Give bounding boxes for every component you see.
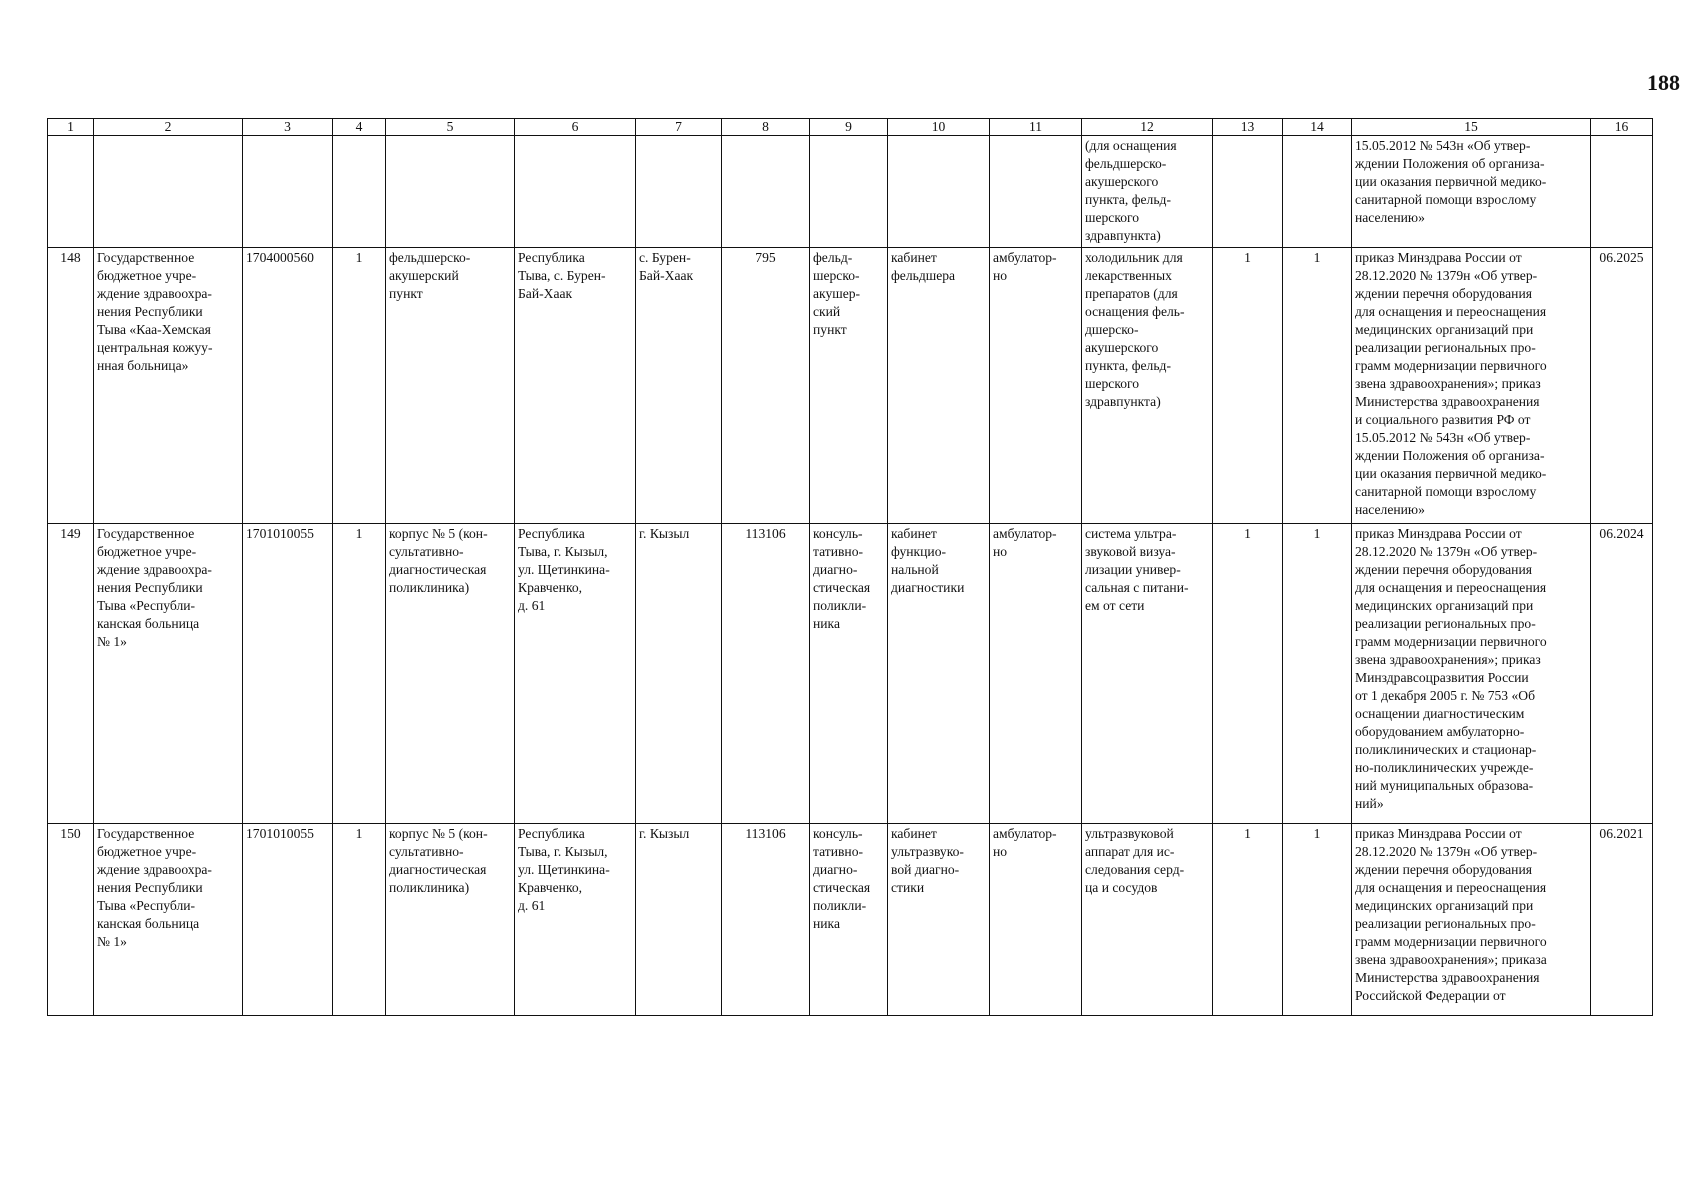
organization-name: Государственное бюджетное учре- ждение здравоохра- нения Республики Тыва «Каа-Хемская центральная кожуу- нная больница» bbox=[94, 248, 243, 524]
care-form: амбулатор- но bbox=[990, 824, 1082, 1016]
settlement bbox=[636, 136, 722, 248]
column-header: 7 bbox=[636, 119, 722, 136]
unit-type: консуль- тативно- диагно- стическая поликли- ника bbox=[810, 524, 888, 824]
legal-basis: 15.05.2012 № 543н «Об утвер- ждении Положения об организа- ции оказания первичной медико- санитарной помощи взрослому населению» bbox=[1352, 136, 1591, 248]
quantity-secondary: 1 bbox=[1283, 248, 1352, 524]
room: кабинет функцио- нальной диагностики bbox=[888, 524, 990, 824]
date: 06.2025 bbox=[1591, 248, 1653, 524]
quantity: 1 bbox=[1213, 524, 1283, 824]
column-header: 4 bbox=[333, 119, 386, 136]
address: Республика Тыва, с. Бурен- Бай-Хаак bbox=[515, 248, 636, 524]
column-header: 9 bbox=[810, 119, 888, 136]
room: кабинет фельдшера bbox=[888, 248, 990, 524]
row-number: 149 bbox=[48, 524, 94, 824]
column-number-row bbox=[48, 119, 1653, 136]
row-number: 150 bbox=[48, 824, 94, 1016]
care-form bbox=[990, 136, 1082, 248]
settlement: г. Кызыл bbox=[636, 824, 722, 1016]
unit-type bbox=[810, 136, 888, 248]
table-row bbox=[48, 136, 1653, 248]
column-header: 6 bbox=[515, 119, 636, 136]
address: Республика Тыва, г. Кызыл, ул. Щетинкина- Кравченко, д. 61 bbox=[515, 524, 636, 824]
address: Республика Тыва, г. Кызыл, ул. Щетинкина- Кравченко, д. 61 bbox=[515, 824, 636, 1016]
unit-type: фельд- шерско- акушер- ский пункт bbox=[810, 248, 888, 524]
date: 06.2024 bbox=[1591, 524, 1653, 824]
equipment-name: (для оснащения фельдшерско- акушерского пункта, фельд- шерского здравпункта) bbox=[1082, 136, 1213, 248]
population: 795 bbox=[722, 248, 810, 524]
date bbox=[1591, 136, 1653, 248]
column-header: 15 bbox=[1352, 119, 1591, 136]
organization-code bbox=[243, 136, 333, 248]
organization-name: Государственное бюджетное учре- ждение здравоохра- нения Республики Тыва «Республи- канская больница № 1» bbox=[94, 524, 243, 824]
table-row bbox=[48, 824, 1653, 1016]
date: 06.2021 bbox=[1591, 824, 1653, 1016]
organization-code: 1704000560 bbox=[243, 248, 333, 524]
building-name bbox=[386, 136, 515, 248]
room bbox=[888, 136, 990, 248]
table-row bbox=[48, 524, 1653, 824]
legal-basis: приказ Минздрава России от 28.12.2020 № 1379н «Об утвер- ждении перечня оборудования для оснащения и переоснащения медицинских организаций при реализации региональных про- грамм модернизации первичного звена здравоохранения»; приказ Минздравсоцразвития России от 1 декабря 2005 г. № 753 «Об оснащении диагностическим оборудованием амбулаторно- поликлинических и стационар- но-поликлинических учрежде- ний муниципальных образова- ний» bbox=[1352, 524, 1591, 824]
column-header: 11 bbox=[990, 119, 1082, 136]
quantity-secondary: 1 bbox=[1283, 824, 1352, 1016]
population: 113106 bbox=[722, 524, 810, 824]
care-form: амбулатор- но bbox=[990, 524, 1082, 824]
building-name: корпус № 5 (кон- сультативно- диагностическая поликлиника) bbox=[386, 524, 515, 824]
column-header: 3 bbox=[243, 119, 333, 136]
units-count: 1 bbox=[333, 248, 386, 524]
equipment-name: холодильник для лекарственных препаратов (для оснащения фель- дшерско- акушерского пункта, фельд- шерского здравпункта) bbox=[1082, 248, 1213, 524]
units-count: 1 bbox=[333, 524, 386, 824]
column-header: 14 bbox=[1283, 119, 1352, 136]
column-header: 5 bbox=[386, 119, 515, 136]
quantity bbox=[1213, 136, 1283, 248]
units-count: 1 bbox=[333, 824, 386, 1016]
care-form: амбулатор- но bbox=[990, 248, 1082, 524]
organization-name bbox=[94, 136, 243, 248]
organization-code: 1701010055 bbox=[243, 524, 333, 824]
column-header: 2 bbox=[94, 119, 243, 136]
organization-name: Государственное бюджетное учре- ждение здравоохра- нения Республики Тыва «Республи- канская больница № 1» bbox=[94, 824, 243, 1016]
quantity: 1 bbox=[1213, 824, 1283, 1016]
unit-type: консуль- тативно- диагно- стическая поликли- ника bbox=[810, 824, 888, 1016]
quantity: 1 bbox=[1213, 248, 1283, 524]
room: кабинет ультразвуко- вой диагно- стики bbox=[888, 824, 990, 1016]
building-name: фельдшерско- акушерский пункт bbox=[386, 248, 515, 524]
units-count bbox=[333, 136, 386, 248]
column-header: 13 bbox=[1213, 119, 1283, 136]
table-row bbox=[48, 248, 1653, 524]
settlement: с. Бурен- Бай-Хаак bbox=[636, 248, 722, 524]
building-name: корпус № 5 (кон- сультативно- диагностическая поликлиника) bbox=[386, 824, 515, 1016]
equipment-table bbox=[47, 118, 1653, 1016]
organization-code: 1701010055 bbox=[243, 824, 333, 1016]
quantity-secondary: 1 bbox=[1283, 524, 1352, 824]
population: 113106 bbox=[722, 824, 810, 1016]
column-header: 10 bbox=[888, 119, 990, 136]
column-header: 8 bbox=[722, 119, 810, 136]
legal-basis: приказ Минздрава России от 28.12.2020 № 1379н «Об утвер- ждении перечня оборудования для оснащения и переоснащения медицинских организаций при реализации региональных про- грамм модернизации первичного звена здравоохранения»; приказа Министерства здравоохранения Российской Федерации от bbox=[1352, 824, 1591, 1016]
equipment-name: система ультра- звуковой визуа- лизации универ- сальная с питани- ем от сети bbox=[1082, 524, 1213, 824]
equipment-name: ультразвуковой аппарат для ис- следования серд- ца и сосудов bbox=[1082, 824, 1213, 1016]
row-number bbox=[48, 136, 94, 248]
row-number: 148 bbox=[48, 248, 94, 524]
quantity-secondary bbox=[1283, 136, 1352, 248]
page-number: 188 bbox=[1647, 70, 1680, 95]
population bbox=[722, 136, 810, 248]
column-header: 16 bbox=[1591, 119, 1653, 136]
settlement: г. Кызыл bbox=[636, 524, 722, 824]
column-header: 12 bbox=[1082, 119, 1213, 136]
legal-basis: приказ Минздрава России от 28.12.2020 № 1379н «Об утвер- ждении перечня оборудования для оснащения и переоснащения медицинских организаций при реализации региональных про- грамм модернизации первичного звена здравоохранения»; приказ Министерства здравоохранения и социального развития РФ от 15.05.2012 № 543н «Об утвер- ждении Положения об организа- ции оказания первичной медико- санитарной помощи взрослому населению» bbox=[1352, 248, 1591, 524]
address bbox=[515, 136, 636, 248]
column-header: 1 bbox=[48, 119, 94, 136]
